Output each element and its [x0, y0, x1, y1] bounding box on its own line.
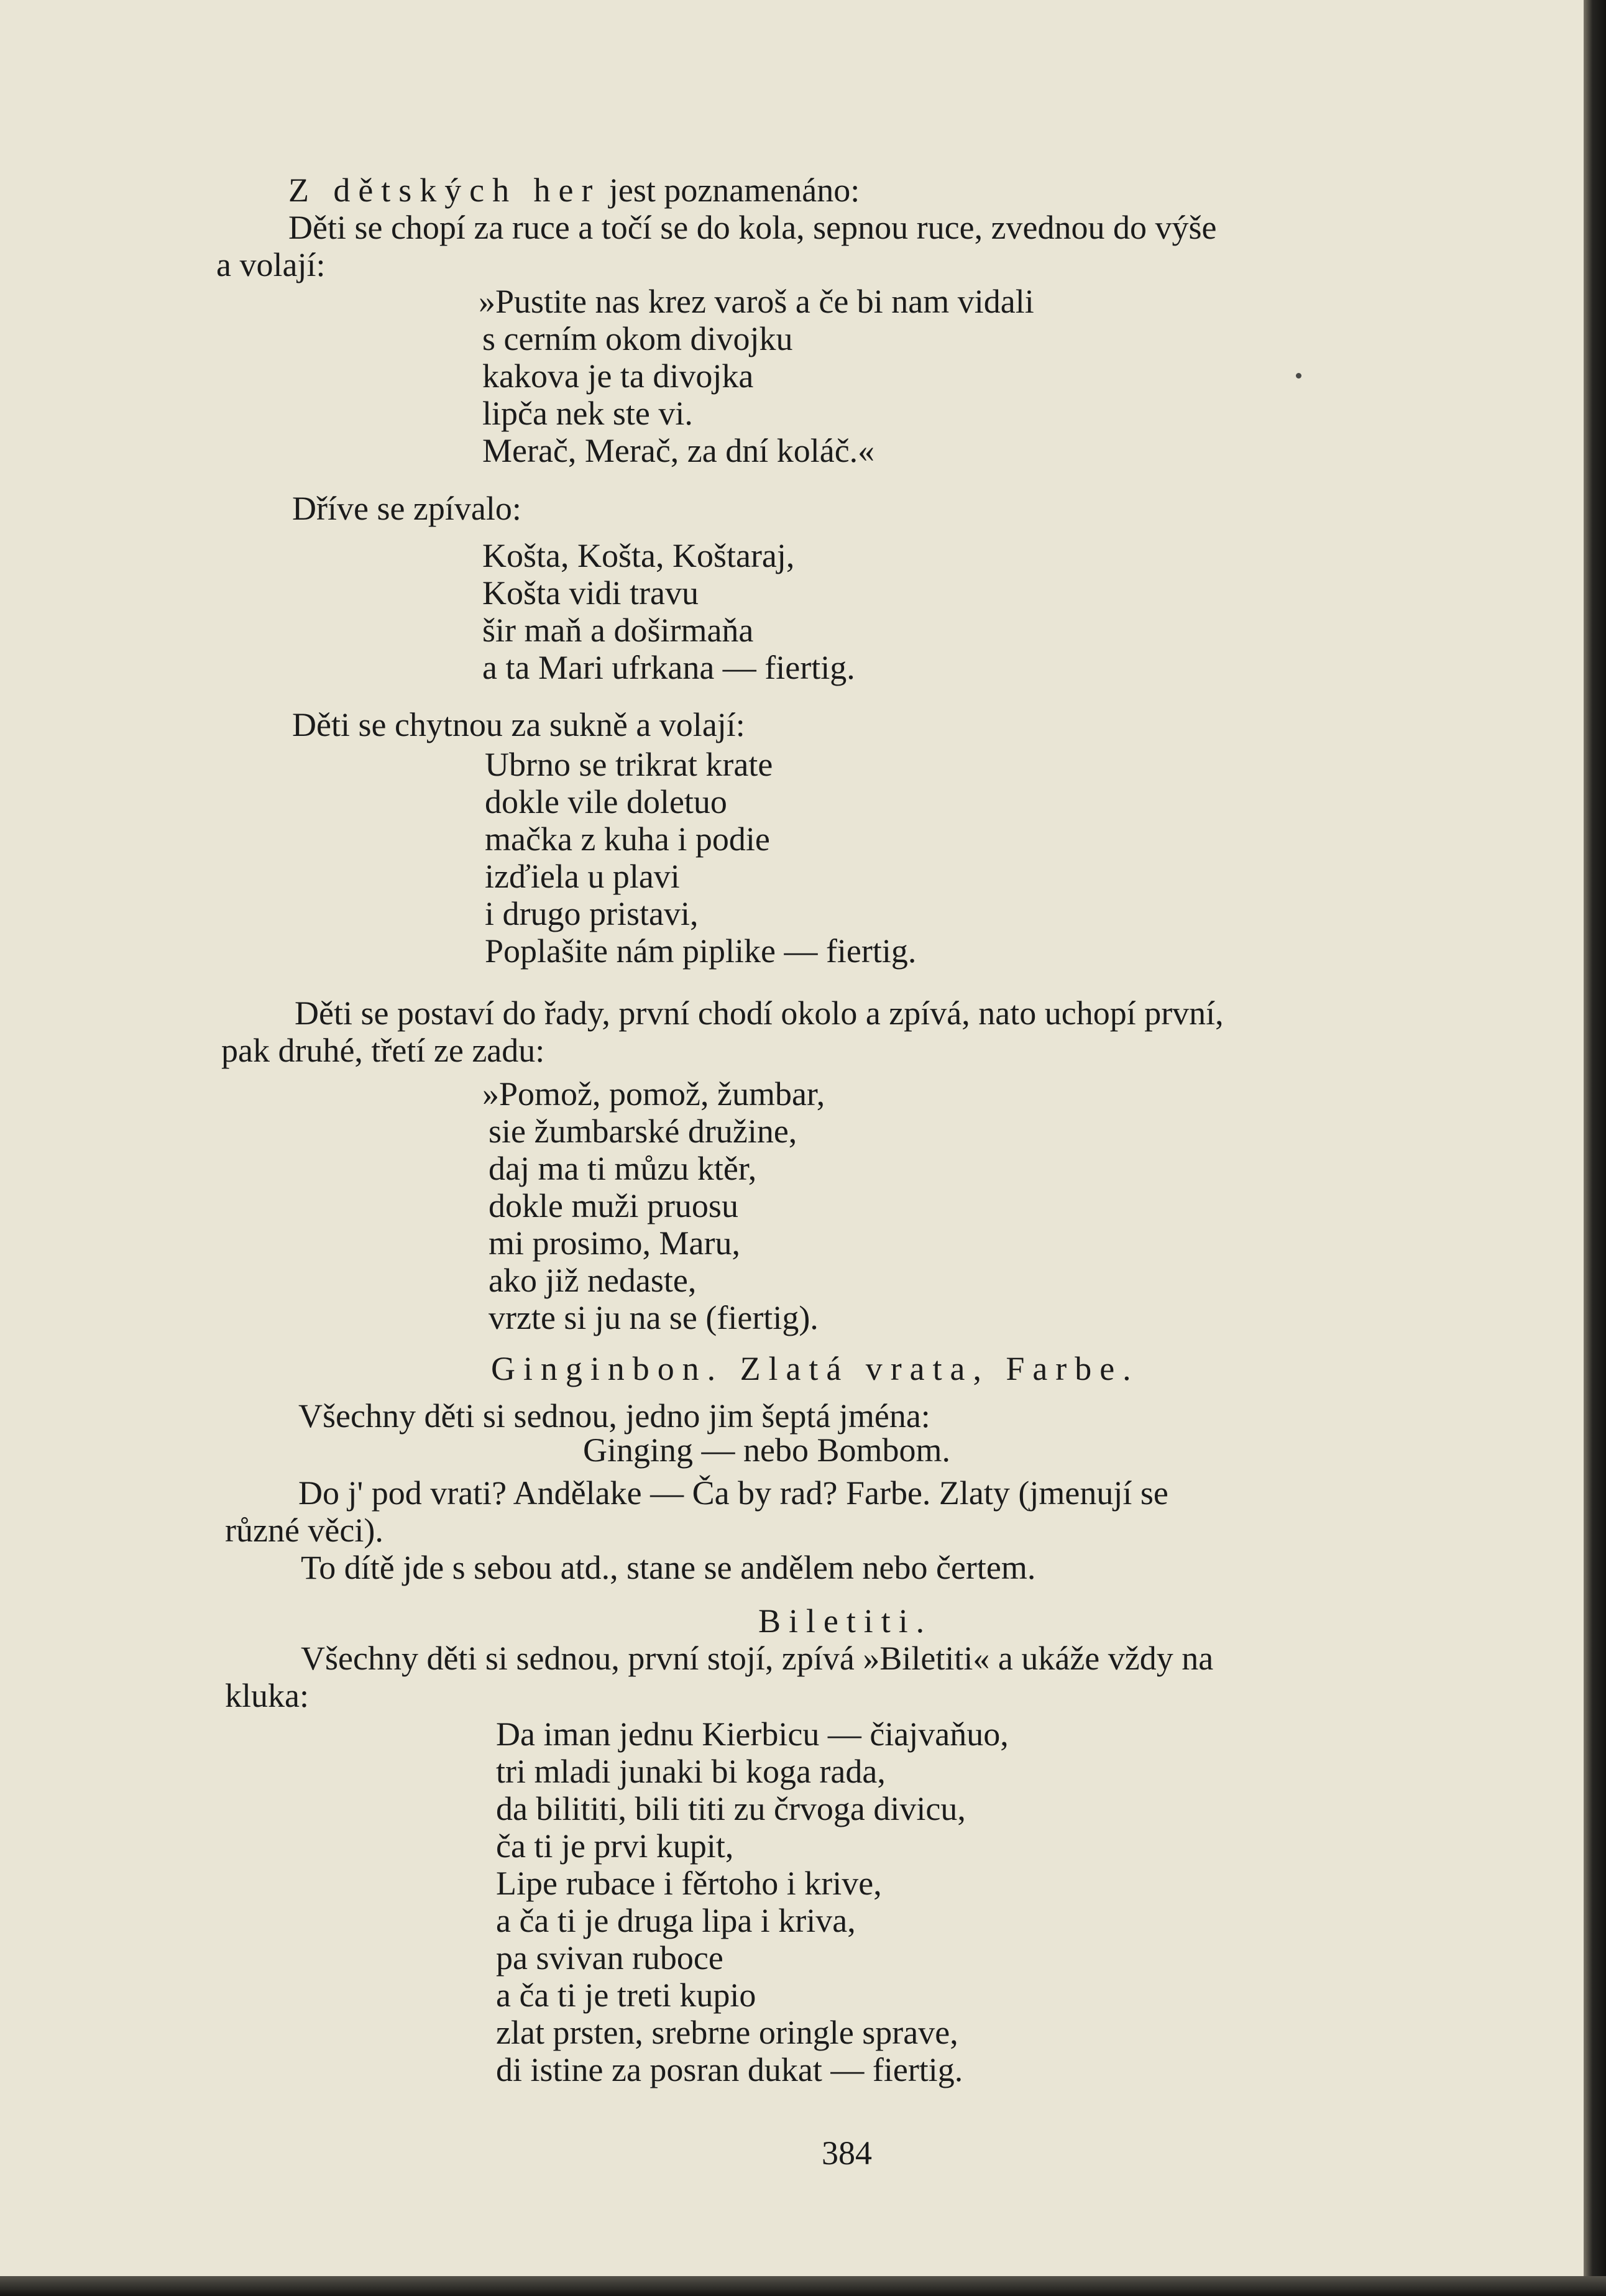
- verse-line: mi prosimo, Maru,: [489, 1224, 740, 1262]
- verse-line: i drugo pristavi,: [485, 895, 699, 932]
- verse-line: daj ma ti můzu ktěr,: [489, 1150, 757, 1187]
- verse-line: zlat prsten, srebrne oringle sprave,: [496, 2014, 958, 2051]
- verse-line: da bilititi, bili titi zu črvoga divicu,: [496, 1790, 966, 1827]
- verse-line: šir maň a doširmaňa: [482, 612, 754, 649]
- verse-line: Lipe rubace i fěrtoho i krive,: [496, 1865, 882, 1902]
- verse-line: dokle muži pruosu: [489, 1187, 738, 1224]
- verse-line: tri mladi junaki bi koga rada,: [496, 1753, 886, 1790]
- verse-line: »Pomož, pomož, žumbar,: [482, 1075, 825, 1113]
- verse-line: pa svivan ruboce: [496, 1939, 723, 1977]
- verse-line: sie žumbarské družine,: [489, 1113, 797, 1150]
- page-edge-bottom: [0, 2276, 1606, 2296]
- section-heading: Biletiti.: [758, 1602, 933, 1640]
- verse-line: kakova je ta divojka: [482, 357, 754, 395]
- verse-line: a ča ti je druga lipa i kriva,: [496, 1902, 856, 1939]
- verse-line: Poplašite nám piplike — fiertig.: [485, 932, 917, 970]
- section-heading: Ginginbon. Zlatá vrata, Farbe.: [491, 1350, 1139, 1387]
- paragraph-line: Dříve se zpívalo:: [292, 490, 521, 527]
- paragraph-line: pak druhé, třetí ze zadu:: [221, 1032, 545, 1069]
- page-edge-right: [1584, 0, 1606, 2296]
- paragraph-line: Všechny děti si sednou, první stojí, zpívá »Biletiti« a ukáže vždy na: [301, 1640, 1214, 1677]
- verse-line: mačka z kuha i podie: [485, 820, 770, 858]
- verse-line: lipča nek ste vi.: [482, 395, 693, 432]
- verse-line: Da iman jednu Kierbicu — čiajvaňuo,: [496, 1715, 1009, 1753]
- paragraph-line: různé věci).: [225, 1512, 383, 1549]
- paragraph-line: Děti se postaví do řady, první chodí okolo a zpívá, nato uchopí první,: [295, 994, 1224, 1032]
- intro-rest: jest poznamenáno:: [600, 172, 860, 209]
- verse-line: di istine za posran dukat — fiertig.: [496, 2051, 963, 2088]
- verse-line: Košta, Košta, Koštaraj,: [482, 537, 795, 574]
- page-number: 384: [822, 2134, 872, 2172]
- intro-line: [288, 172, 860, 209]
- verse-line: Merač, Merač, za dní koláč.«: [482, 432, 875, 469]
- paragraph-line: kluka:: [225, 1677, 309, 1714]
- paragraph-line: Všechny děti si sednou, jedno jim šeptá jména:: [298, 1397, 930, 1435]
- verse-line: ča ti je prvi kupit,: [496, 1827, 734, 1865]
- verse-line: Ubrno se trikrat krate: [485, 746, 773, 783]
- verse-line: vrzte si ju na se (fiertig).: [489, 1299, 819, 1336]
- paragraph-line: To dítě jde s sebou atd., stane se andělem nebo čertem.: [301, 1549, 1036, 1586]
- paragraph-line: Ginging — nebo Bombom.: [583, 1431, 950, 1469]
- verse-line: ako již nedaste,: [489, 1262, 697, 1299]
- ink-speck: [1296, 373, 1301, 379]
- paragraph-line: Děti se chopí za ruce a točí se do kola, sepnou ruce, zvednou do výše: [288, 209, 1217, 246]
- verse-line: s cerním okom divojku: [482, 320, 793, 357]
- paragraph-line: Děti se chytnou za sukně a volají:: [292, 706, 745, 743]
- verse-line: izďiela u plavi: [485, 858, 680, 895]
- paragraph-line: a volají:: [216, 246, 326, 283]
- verse-line: dokle vile doletuo: [485, 783, 727, 820]
- intro-heading: Z dětských her: [288, 172, 601, 209]
- verse-line: a ta Mari ufrkana — fiertig.: [482, 649, 855, 686]
- paragraph-line: Do j' pod vrati? Andělake — Ča by rad? Farbe. Zlaty (jmenují se: [298, 1474, 1168, 1512]
- verse-line: »Pustite nas krez varoš a če bi nam vidali: [479, 283, 1034, 320]
- verse-line: a ča ti je treti kupio: [496, 1977, 756, 2014]
- verse-line: Košta vidi travu: [482, 574, 699, 612]
